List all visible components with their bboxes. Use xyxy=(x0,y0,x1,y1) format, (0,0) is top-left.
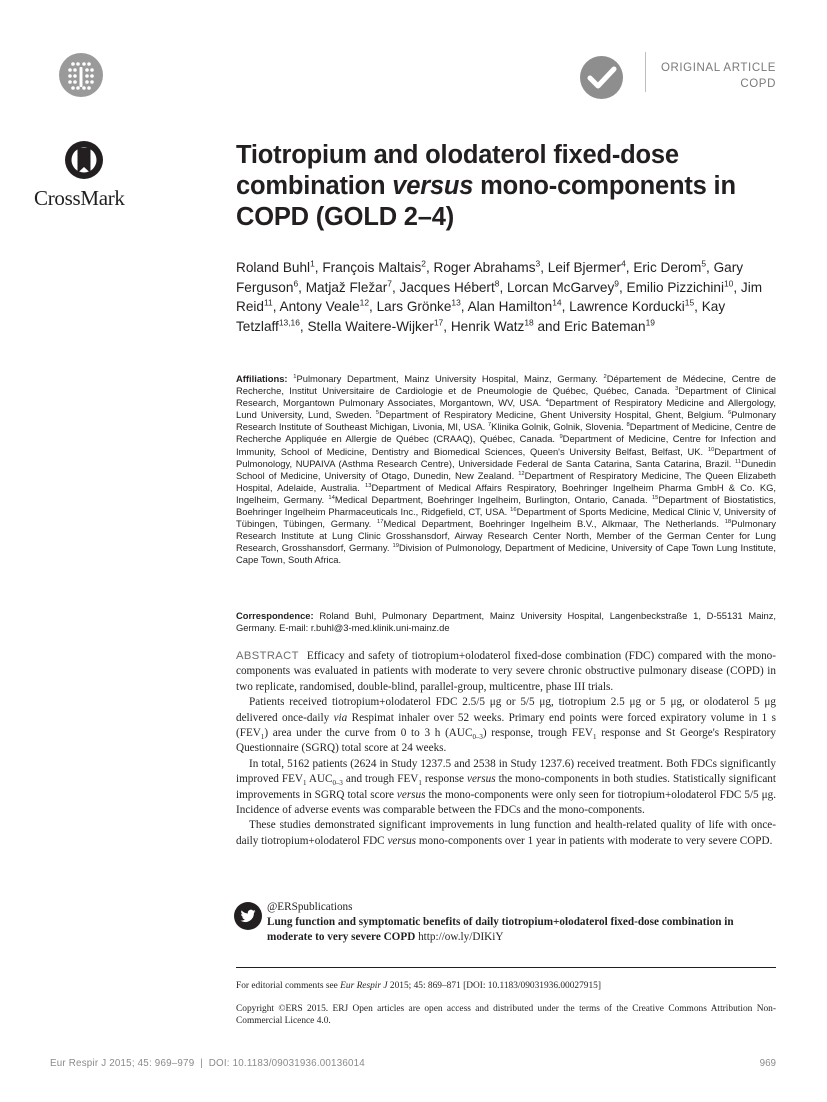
author-name: Lawrence Korducki xyxy=(569,299,685,314)
affiliation-text: Department of Medical Affairs Respiratory, Boehringer Ingelheim Pharma GmbH & Co. KG, Ingelheim, Germany. xyxy=(236,481,776,505)
affiliation-text: Dunedin School of Medicine, University of Otago, Dunedin, New Zealand. xyxy=(236,457,776,481)
author-affiliation-number: 14 xyxy=(552,297,562,308)
author-name: Henrik Watz xyxy=(450,318,525,334)
author-affiliation-number: 2 xyxy=(421,258,426,269)
affiliation-number: 10 xyxy=(707,446,715,453)
author-name: Roger Abrahams xyxy=(433,260,536,275)
author-affiliation-number: 13 xyxy=(451,297,461,308)
author-affiliation-number: 8 xyxy=(494,277,500,288)
correspondence-text: Roland Buhl, Pulmonary Department, Mainz University Hospital, Langenbeckstraße 1, D-55131 Mainz, Germany. E-mail: r.buhl@3-med.klinik.uni-mainz.de xyxy=(236,610,776,634)
author-affiliation-number: 1 xyxy=(310,258,315,269)
affiliation-number: 5 xyxy=(375,410,380,417)
affiliation-text: Département de Médecine, Centre de Recherche, Institut Universitaire de Cardiologie et de Pneumologie de Québec, Québec, Canada. xyxy=(236,373,776,397)
affiliation-text: Division of Pulmonology, Department of Medicine, University of Cape Town Lung Institute, Cape Town, South Africa. xyxy=(236,542,776,566)
tweet-link[interactable]: http://ow.ly/DIKiY xyxy=(418,931,504,943)
affiliation-text: Pulmonary Research Institute of Southeast Michigan, Livonia, MI, USA. xyxy=(236,409,776,433)
affiliation-text: Medical Department, Boehringer Ingelheim, Burlington, Ontario, Canada. xyxy=(334,493,648,505)
footer-divider xyxy=(236,967,776,968)
abstract-paragraph: Patients received tiotropium+olodaterol FDC 2.5/5 μg or 5/5 μg, tiotropium 2.5 μg or 5 μg, or olodaterol 5 μg delivered once-daily via Respimat inhaler over 52 weeks. Primary end points were forced expiratory volume in 1 s $(FEV_1)$ area under the curve from 0 to 3 h $(AUC_{0-3})$ response, trough $FEV_1$ response and St George's Respiratory Questionnaire (SGRQ) total score at 24 weeks. xyxy=(236,696,776,755)
affiliation-number: 4 xyxy=(545,398,549,405)
affiliation-number: 13 xyxy=(364,482,372,489)
title-italic: versus xyxy=(392,172,474,200)
checkmark-badge-icon xyxy=(579,55,624,100)
affiliation-number: 19 xyxy=(392,543,400,550)
author-affiliation-number: 18 xyxy=(524,316,534,327)
affiliation-number: 1 xyxy=(293,373,297,380)
author-name: Jacques Hébert xyxy=(399,279,495,295)
correspondence xyxy=(236,610,776,634)
author-name: Leif Bjermer xyxy=(547,260,622,275)
author-affiliation-number: 5 xyxy=(701,258,706,269)
affiliation-text: Klinika Golnik, Golnik, Slovenia. xyxy=(491,421,624,433)
author-name: Eric Bateman xyxy=(563,318,646,334)
author-name: Lorcan McGarvey xyxy=(507,279,615,295)
author-affiliation-number: 4 xyxy=(621,258,626,269)
affiliation-number: 12 xyxy=(518,470,525,477)
affiliation-number: 18 xyxy=(724,519,732,525)
affiliation-text: Department of Respiratory Medicine, The Queen Elizabeth Hospital, Adelaide, Australia. xyxy=(236,469,777,493)
affiliation-number: 15 xyxy=(651,494,659,501)
twitter-handle[interactable]: @ERSpublications xyxy=(267,901,353,913)
author-affiliation-number: 10 xyxy=(723,277,734,288)
affiliation-number: 2 xyxy=(603,373,607,380)
author-affiliation-number: 15 xyxy=(684,297,695,308)
header-divider xyxy=(645,52,646,92)
abstract-paragraph: ABSTRACT Efficacy and safety of tiotropium+olodaterol fixed-dose combination (FDC) compared with the mono-components was evaluated in patients with moderate to very severe chronic obstructive pulmonary disease (COPD) in two replicate, randomised, double-blind, parallel-group, multicentre, phase III trials. xyxy=(236,650,776,693)
affiliation-text: Department of Sports Medicine, Medical Clinic V, University of Tübingen, Tübingen, Germany. xyxy=(236,506,776,530)
affiliation-number: 6 xyxy=(727,410,732,417)
article-title xyxy=(236,140,796,233)
affiliation-number: 7 xyxy=(487,422,492,429)
tweet-box xyxy=(267,900,779,945)
affiliation-text: Pulmonary Research Institute at Lung Clinic Grosshansdorf, Airway Research Center North, Member of the German Center for Lung Research, Grosshansdorf, Germany. xyxy=(236,518,776,554)
author-name: Kay Tetzlaff xyxy=(236,299,726,334)
copyright-notice: Copyright ©ERS 2015. ERJ Open articles are open access and distributed under the terms of the Creative Commons Attribution Non-Commercial Licence 4.0. xyxy=(236,1004,776,1026)
title-part-1: Tiotropium and olodaterol fixed-dose combination xyxy=(236,141,679,200)
affiliation-text: Pulmonary Department, Mainz University Hospital, Mainz, Germany. xyxy=(296,373,598,384)
affiliation-text: Medical Department, Boehringer Ingelheim B.V., Alkmaar, The Netherlands. xyxy=(383,518,719,530)
author-affiliation-number: 19 xyxy=(645,316,655,327)
page-number: 969 xyxy=(759,1058,776,1069)
author-name: Antony Veale xyxy=(279,299,360,314)
abstract xyxy=(236,649,776,849)
author-affiliation-number: 6 xyxy=(293,277,299,288)
author-name: Gary Ferguson xyxy=(236,260,744,295)
author-list: Roland Buhl$^1$, François Maltais$^2$, Roger Abrahams$^3$, Leif Bjermer$^4$, Eric Derom$^5$, Gary Ferguson$^6$, Matjaž Fležar$^7$, Jacques Hébert$^8$, Lorcan McGarvey$^9$, Emilio Pizzichini$^{10}$, Jim Reid$^{11}$, Antony Veale$^{12}$, Lars Grönke$^{13}$, Alan Hamilton$^{14}$, Lawrence Korducki$^{15}$, Kay Tetzlaff$^{13,16}$, Stella Waitere-Wijker$^{17}$, Henrik Watz$^{18}$ and Eric Bateman$^{19}$ xyxy=(236,258,763,334)
tweet-text: Lung function and symptomatic benefits of daily tiotropium+olodaterol fixed-dose combination in moderate to very severe COPD http://ow.ly/DIKiY xyxy=(267,916,734,943)
author-affiliation-number: 11 xyxy=(263,297,273,308)
citation-footer: Eur Respir J 2015; 45: 969–979 | DOI: 10.1183/09031936.00136014 xyxy=(50,1058,365,1069)
article-type-label: ORIGINAL ARTICLE xyxy=(660,62,776,74)
article-type xyxy=(650,60,776,92)
affiliation-text: Department of Respiratory Medicine, Ghent University Hospital, Ghent, Belgium. xyxy=(379,409,724,421)
affiliation-text: Department of Clinical Research, Morgantown Pulmonary Associates, Morgantown, WV, USA. xyxy=(236,385,777,409)
author-name: Jim Reid xyxy=(236,279,763,314)
twitter-bird-icon[interactable] xyxy=(234,902,262,930)
author-affiliation-number: 3 xyxy=(535,258,541,269)
abstract-paragraph: These studies demonstrated significant improvements in lung function and health-related quality of life with once-daily tiotropium+olodaterol FDC versus mono-components over 1 year in patients with moderate to very severe COPD. xyxy=(236,819,776,847)
correspondence-label: Correspondence: xyxy=(236,610,314,621)
author-affiliation-number: 12 xyxy=(359,297,370,308)
affiliation-number: 14 xyxy=(328,494,335,501)
affiliation-text: Department of Medicine, Centre for Infection and Immunity, School of Medicine, Dentistry and Biomedical Sciences, Queen's University Belfast, Belfast, UK. xyxy=(236,433,777,457)
author-name: Matjaž Fležar xyxy=(305,279,388,295)
affiliation-number: 11 xyxy=(735,458,742,465)
affiliations xyxy=(236,373,776,567)
crossmark-label[interactable]: CrossMark xyxy=(34,186,125,210)
affiliation-text: Department of Respiratory Medicine and Allergology, Lund University, Lund, Sweden. xyxy=(236,397,776,421)
affiliation-text: Department of Medicine, Centre de Recherche Appliquée en Allergie de Québec (CRAAQ), Québec, Canada. xyxy=(236,421,777,445)
affiliation-number: 9 xyxy=(559,434,563,441)
abstract-paragraph: In total, 5162 patients (2624 in Study 1237.5 and 2538 in Study 1237.6) received treatment. Both FDCs significantly improved $FEV_1$ $AUC_{0-3}$ and trough $FEV_1$ response versus the mono-components in both studies. Statistically significant improvements in SGRQ total score versus the mono-components were only seen for tiotropium+olodaterol FDC 5/5 μg. Incidence of adverse events was comparable between the FDCs and the mono-components. xyxy=(236,757,776,817)
author-affiliation-number: 13,16 xyxy=(278,316,300,327)
author-name: Stella Waitere-Wijker xyxy=(307,318,434,334)
article-category: COPD xyxy=(740,78,776,90)
author-name: Emilio Pizzichini xyxy=(626,279,724,295)
affiliation-number: 3 xyxy=(675,385,679,392)
author-name: Alan Hamilton xyxy=(467,299,553,314)
editorial-note: For editorial comments see Eur Respir J 2015; 45: 869–871 [DOI: 10.1183/09031936.00027915] xyxy=(236,981,601,991)
affiliation-text: Department of Biostatistics, Boehringer Ingelheim Pharmaceuticals Inc., Ridgefield, CT, USA. xyxy=(236,493,777,518)
affiliation-number: 17 xyxy=(377,519,384,525)
abstract-label: ABSTRACT xyxy=(236,650,299,662)
author-affiliation-number: 7 xyxy=(387,277,392,288)
affiliation-number: 16 xyxy=(510,506,517,513)
affiliations-label: Affiliations: xyxy=(236,373,288,384)
author-name: Roland Buhl xyxy=(236,260,311,275)
author-affiliation-number: 17 xyxy=(433,316,444,327)
erj-logo-icon xyxy=(58,52,104,98)
author-name: François Maltais xyxy=(322,260,422,275)
affiliation-number: 8 xyxy=(626,422,630,429)
author-affiliation-number: 9 xyxy=(614,277,619,288)
affiliation-text: Department of Pulmonology, NUPAIVA (Asthma Research Centre), Universidade Federal de Santa Catarina, Santa Catarina, Brazil. xyxy=(236,445,776,469)
author-name: Eric Derom xyxy=(633,260,702,275)
title-part-2: mono-components in COPD (GOLD 2–4) xyxy=(236,172,736,231)
author-name: Lars Grönke xyxy=(376,299,452,314)
